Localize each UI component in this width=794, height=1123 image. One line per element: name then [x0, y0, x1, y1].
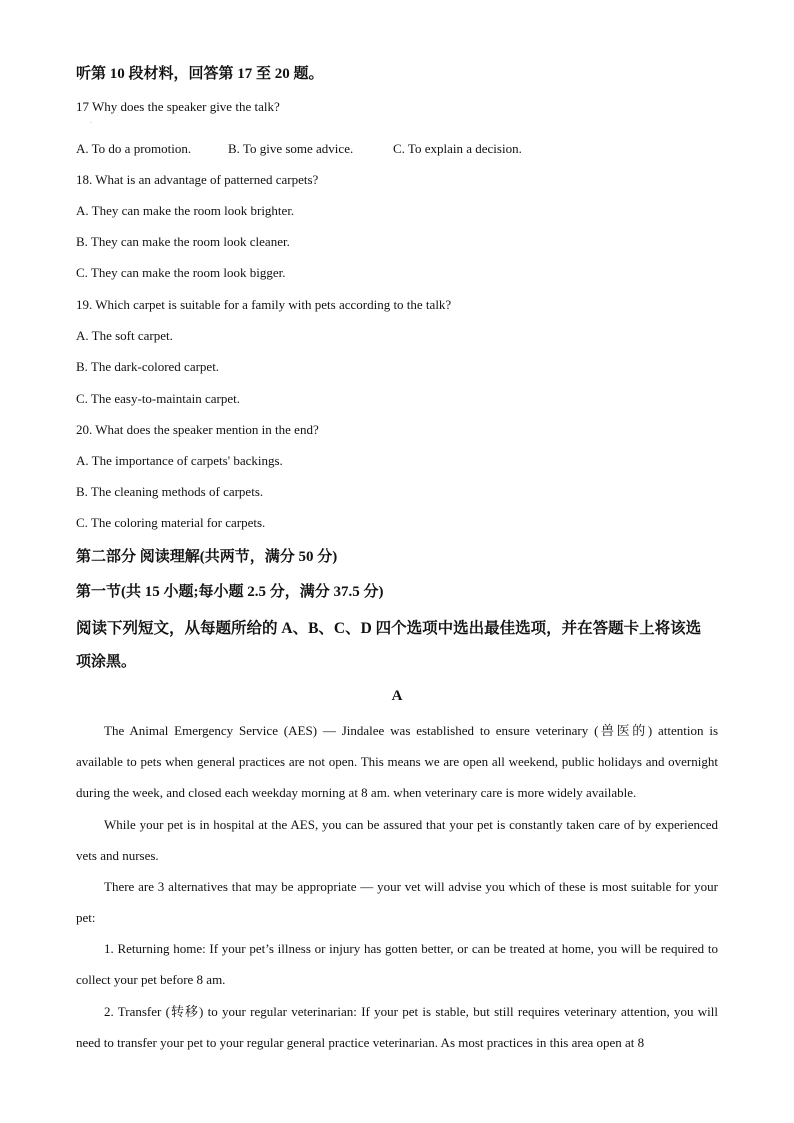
listening-section-header: 听第 10 段材料，回答第 17 至 20 题。 — [76, 66, 324, 82]
passage-paragraph-4: 1. Returning home: If your pet’s illness or injury has gotten better, or can be treated at home, you will be required to collect your pet before 8 am. — [76, 941, 718, 987]
passage-paragraph-3: There are 3 alternatives that may be appropriate — your vet will advise you which of these is most suitable for your pet: — [76, 879, 718, 925]
option-b: B. To give some advice. — [228, 141, 354, 156]
question-18-option-a: A. They can make the room look brighter. — [76, 203, 295, 218]
passage-paragraph-1: The Animal Emergency Service (AES) — Jindalee was established to ensure veterinary (兽医的) attention is available to pets when general practices are not open. This means we are open all weekend, public holidays and overnight during the week, and closed each weekday morning at 8 am. when veterinary care is more widely available. — [76, 723, 718, 800]
option-a: A. To do a promotion. — [76, 141, 192, 156]
question-20-option-b: B. The cleaning methods of carpets. — [76, 484, 264, 499]
question-19-stem: 19. Which carpet is suitable for a family with pets according to the talk? — [76, 297, 452, 312]
reading-instruction-line2: 项涂黑。 — [76, 654, 137, 670]
question-20-stem: 20. What does the speaker mention in the end? — [76, 422, 319, 437]
stray-dot: · — [90, 120, 92, 126]
question-17-stem: 17 Why does the speaker give the talk? — [76, 99, 280, 114]
question-18-option-c: C. They can make the room look bigger. — [76, 265, 286, 280]
passage-paragraph-2: While your pet is in hospital at the AES, you can be assured that your pet is constantly taken care of by experienced vets and nurses. — [76, 817, 718, 863]
question-17-options — [76, 140, 522, 158]
reading-part-title: 第二部分 阅读理解(共两节，满分 50 分) — [76, 549, 338, 565]
passage-label: A — [391, 688, 403, 704]
question-20-option-c: C. The coloring material for carpets. — [76, 515, 266, 530]
reading-section-title: 第一节(共 15 小题;每小题 2.5 分，满分 37.5 分) — [76, 584, 384, 600]
question-19-option-c: C. The easy-to-maintain carpet. — [76, 391, 241, 406]
question-19-option-a: A. The soft carpet. — [76, 328, 173, 343]
reading-instruction-line1: 阅读下列短文，从每题所给的 A、B、C、D 四个选项中选出最佳选项，并在答题卡上将该选 — [76, 620, 702, 637]
question-18-stem: 18. What is an advantage of patterned carpets? — [76, 172, 319, 187]
question-18-option-b: B. They can make the room look cleaner. — [76, 234, 290, 249]
passage-paragraph-5: 2. Transfer (转移) to your regular veterinarian: If your pet is stable, but still requires veterinary attention, you will need to transfer your pet to your regular general practice veterinarian. As most practices in this area open at 8 — [76, 1004, 718, 1050]
question-19-option-b: B. The dark-colored carpet. — [76, 359, 220, 374]
option-c: C. To explain a decision. — [393, 141, 522, 156]
question-20-option-a: A. The importance of carpets' backings. — [76, 453, 283, 468]
